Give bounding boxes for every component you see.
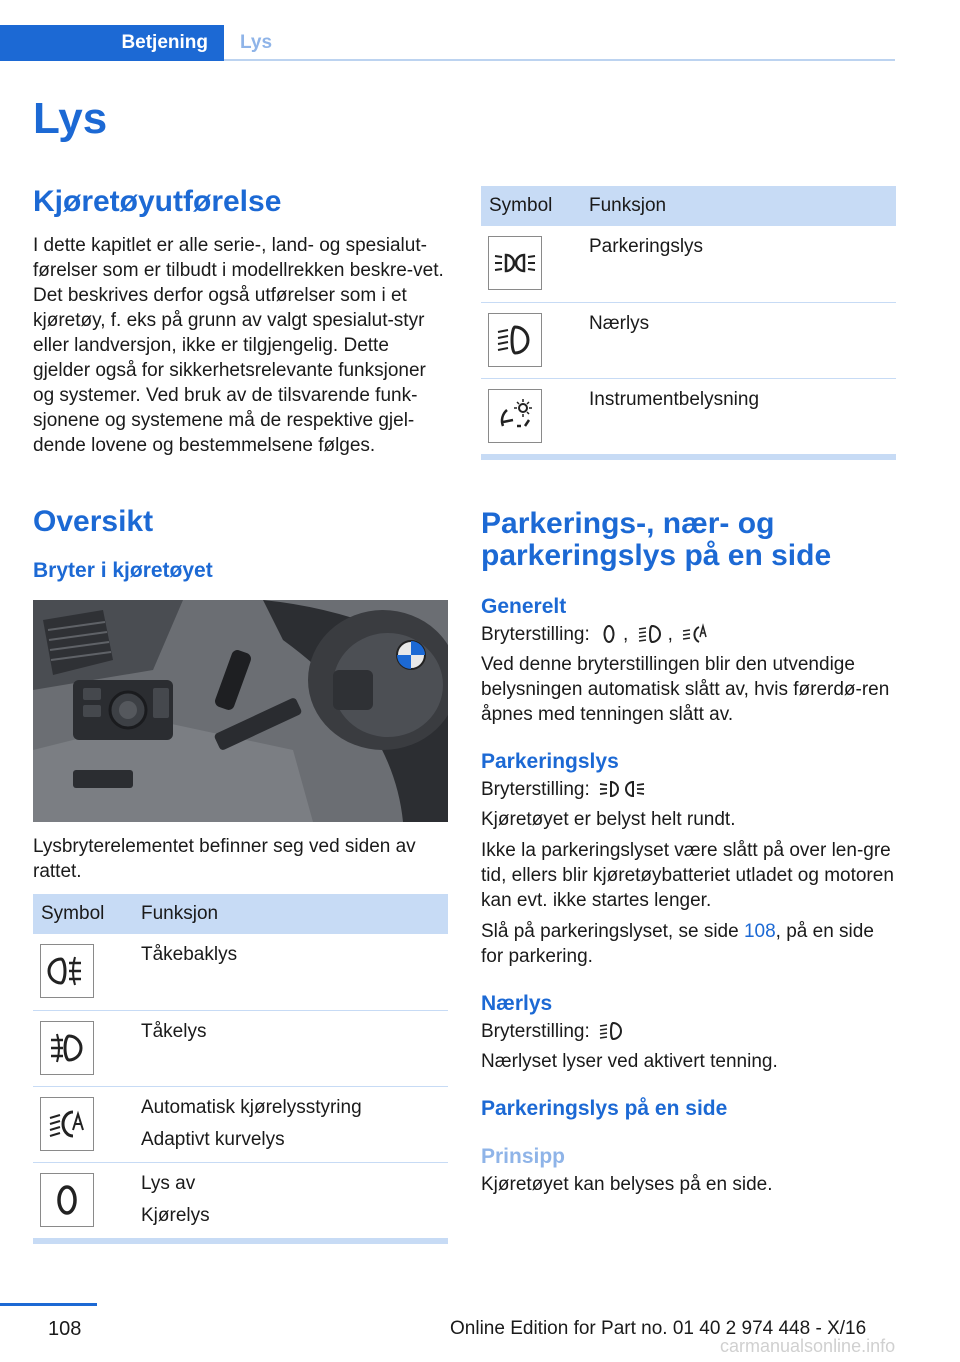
- table-row: [33, 934, 448, 1010]
- function-label: Kjørelys: [141, 1204, 210, 1226]
- table-row: [481, 302, 896, 378]
- table-row: [33, 1162, 448, 1238]
- auto-headlight-icon: [682, 623, 708, 645]
- right-symbol-table: [481, 186, 896, 455]
- heading-switch: Bryter i kjøretøyet: [33, 559, 213, 582]
- right-column: [481, 186, 896, 1197]
- function-label: Parkeringslys: [589, 236, 704, 257]
- page-number: 108: [48, 1318, 82, 1340]
- light-switch-photo: [33, 600, 448, 822]
- heading-general: Generelt: [481, 594, 567, 618]
- function-label: Tåkebaklys: [141, 944, 238, 965]
- heading-low-beam: Nærlys: [481, 991, 553, 1015]
- parking-text-1: Kjøretøyet er belyst helt rundt.: [481, 808, 736, 830]
- function-label: Adaptivt kurvelys: [141, 1128, 285, 1150]
- table-end-bar: [481, 455, 896, 460]
- table-end-bar: [33, 1239, 448, 1244]
- table-row: [33, 1086, 448, 1162]
- table-row: [33, 1010, 448, 1086]
- lights-off-icon: [599, 623, 619, 645]
- heading-parking-light: Parkeringslys: [481, 749, 619, 773]
- low-beam-icon: [488, 313, 542, 367]
- function-label: Instrumentbelysning: [589, 388, 760, 410]
- vehicle-version-text: I dette kapitlet er alle serie-, land- og spesialut-førelser som er tilbudt i modellrekken beskre-vet. Det beskrives derfor også utførelser som i et kjøretøy, f. eks på grunn av valgt spesialut-styr eller landversjon, ikke er tilgjengelig. Dette gjelder også for sikkerhetsrelevante funksjoner og systemer. Ved bruk av de tilsvarende funk-sjonene og systemene må de respektive gjel-dende lovene og bestemmelsene følges.: [33, 235, 444, 456]
- heading-parking-lights: Parkerings-, nær- og parkeringslys på en side: [481, 506, 832, 572]
- principle-text: Kjøretøyet kan belyses på en side.: [481, 1173, 773, 1195]
- heading-vehicle-version: Kjøretøyutførelse: [33, 185, 282, 218]
- tab-lys[interactable]: Lys: [240, 32, 273, 53]
- col-header-function: Funksjon: [581, 186, 896, 226]
- page-link[interactable]: 108: [743, 920, 776, 942]
- col-header-symbol: Symbol: [481, 186, 581, 226]
- page-title: Lys: [33, 94, 108, 143]
- parking-switch-position: [481, 777, 896, 802]
- switch-position-label: Bryterstilling:: [481, 1020, 590, 1042]
- instrument-lighting-icon: [488, 389, 542, 443]
- general-switch-position: Bryterstilling: , ,: [481, 622, 896, 647]
- watermark: carmanualsonline.info: [720, 1336, 896, 1356]
- parking-light-icon: [488, 236, 542, 290]
- left-column: [33, 180, 448, 1244]
- table-row: [481, 226, 896, 302]
- heading-overview: Oversikt: [33, 505, 154, 538]
- heading-one-side: Parkeringslys på en side: [481, 1096, 728, 1120]
- front-fog-light-icon: [40, 1021, 94, 1075]
- parking-text-2: Ikke la parkeringslyset være slått på over len-gre tid, ellers blir kjøretøybatteriet utladet og motoren kan evt. ikke startes lenger.: [481, 839, 894, 911]
- left-symbol-table: [33, 894, 448, 1239]
- heading-principle: Prinsipp: [481, 1144, 566, 1168]
- lights-off-icon: [40, 1173, 94, 1227]
- switch-location-text: Lysbryterelementet befinner seg ved siden av rattet.: [33, 836, 416, 882]
- lowbeam-switch-position: [481, 1019, 896, 1044]
- low-beam-icon: [638, 623, 664, 645]
- switch-position-label: Bryterstilling:: [481, 778, 590, 800]
- table-row: [481, 378, 896, 454]
- lowbeam-text: Nærlyset lyser ved aktivert tenning.: [481, 1050, 778, 1072]
- function-label: Tåkelys: [141, 1020, 207, 1042]
- function-label: Nærlys: [589, 312, 650, 334]
- rear-fog-light-icon: [40, 944, 94, 998]
- low-beam-icon: [599, 1020, 625, 1042]
- parking-text-3: Slå på parkeringslyset, se side 108, på en side for parkering.: [481, 920, 874, 967]
- general-text: Ved denne bryterstillingen blir den utvendige belysningen automatisk slått av, hvis førerdø-ren åpnes med tenningen slått av.: [481, 653, 890, 725]
- col-header-symbol: Symbol: [33, 894, 133, 934]
- header-divider: [224, 59, 895, 61]
- parking-light-icon: [599, 778, 645, 800]
- header-bar: [0, 25, 895, 61]
- tab-betjening[interactable]: Betjening: [0, 25, 224, 61]
- footer-divider: [0, 1303, 97, 1306]
- switch-position-label: Bryterstilling:: [481, 623, 590, 645]
- auto-headlight-icon: [40, 1097, 94, 1151]
- col-header-function: Funksjon: [133, 894, 448, 934]
- edition-text: Online Edition for Part no. 01 40 2 974 448 - X/16: [450, 1318, 867, 1339]
- function-label: Lys av: [141, 1172, 196, 1194]
- function-label: Automatisk kjørelysstyring: [141, 1096, 362, 1118]
